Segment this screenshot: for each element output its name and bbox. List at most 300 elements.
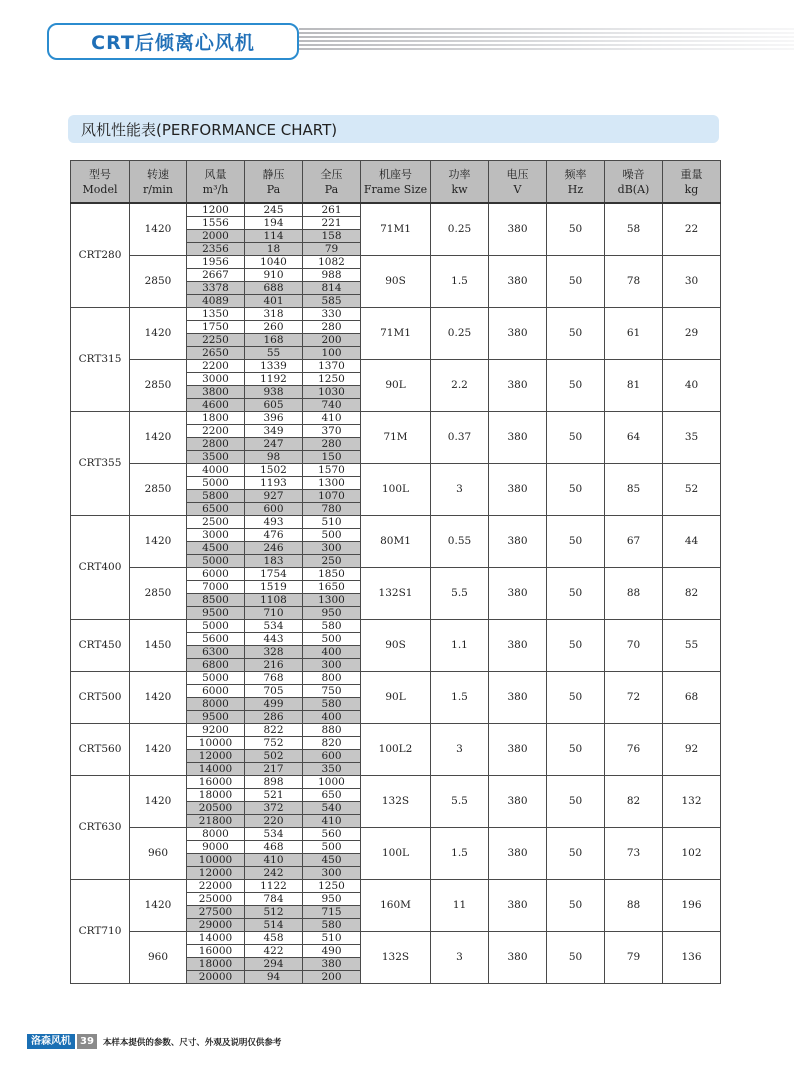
- total-pressure-cell: 200: [303, 971, 361, 984]
- total-pressure-cell: 300: [303, 542, 361, 555]
- static-pressure-cell: 194: [245, 217, 303, 230]
- total-pressure-cell: 330: [303, 308, 361, 321]
- noise-cell: 78: [605, 256, 663, 308]
- power-cell: 0.55: [431, 516, 489, 568]
- airflow-cell: 6300: [187, 646, 245, 659]
- total-pressure-cell: 280: [303, 321, 361, 334]
- static-pressure-cell: 605: [245, 399, 303, 412]
- static-pressure-cell: 514: [245, 919, 303, 932]
- column-header: 静压 Pa: [245, 161, 303, 204]
- voltage-cell: 380: [489, 776, 547, 828]
- airflow-cell: 20000: [187, 971, 245, 984]
- column-header: 全压 Pa: [303, 161, 361, 204]
- static-pressure-cell: 502: [245, 750, 303, 763]
- total-pressure-cell: 1650: [303, 581, 361, 594]
- page-title: [47, 23, 299, 60]
- total-pressure-cell: 750: [303, 685, 361, 698]
- column-header: 噪音 dB(A): [605, 161, 663, 204]
- noise-cell: 81: [605, 360, 663, 412]
- airflow-cell: 16000: [187, 776, 245, 789]
- total-pressure-cell: 158: [303, 230, 361, 243]
- column-header: 型号 Model: [71, 161, 130, 204]
- weight-cell: 132: [663, 776, 721, 828]
- power-cell: 1.5: [431, 256, 489, 308]
- static-pressure-cell: 534: [245, 620, 303, 633]
- static-pressure-cell: 784: [245, 893, 303, 906]
- voltage-cell: 380: [489, 308, 547, 360]
- total-pressure-cell: 350: [303, 763, 361, 776]
- total-pressure-cell: 490: [303, 945, 361, 958]
- static-pressure-cell: 328: [245, 646, 303, 659]
- table-row: [71, 672, 721, 685]
- frame-size-cell: 71M1: [361, 203, 431, 256]
- static-pressure-cell: 372: [245, 802, 303, 815]
- power-cell: 0.25: [431, 203, 489, 256]
- weight-cell: 44: [663, 516, 721, 568]
- frame-size-cell: 100L: [361, 828, 431, 880]
- total-pressure-cell: 580: [303, 919, 361, 932]
- airflow-cell: 2250: [187, 334, 245, 347]
- voltage-cell: 380: [489, 828, 547, 880]
- airflow-cell: 4000: [187, 464, 245, 477]
- airflow-cell: 2500: [187, 516, 245, 529]
- airflow-cell: 9200: [187, 724, 245, 737]
- airflow-cell: 2650: [187, 347, 245, 360]
- static-pressure-cell: 183: [245, 555, 303, 568]
- total-pressure-cell: 1370: [303, 360, 361, 373]
- total-pressure-cell: 250: [303, 555, 361, 568]
- static-pressure-cell: 710: [245, 607, 303, 620]
- total-pressure-cell: 150: [303, 451, 361, 464]
- frame-size-cell: 90S: [361, 256, 431, 308]
- voltage-cell: 380: [489, 412, 547, 464]
- noise-cell: 82: [605, 776, 663, 828]
- airflow-cell: 5800: [187, 490, 245, 503]
- static-pressure-cell: 1339: [245, 360, 303, 373]
- column-header: 机座号 Frame Size: [361, 161, 431, 204]
- power-cell: 2.2: [431, 360, 489, 412]
- model-cell: CRT500: [71, 672, 130, 724]
- voltage-cell: 380: [489, 203, 547, 256]
- total-pressure-cell: 410: [303, 815, 361, 828]
- static-pressure-cell: 1193: [245, 477, 303, 490]
- total-pressure-cell: 1300: [303, 594, 361, 607]
- airflow-cell: 9500: [187, 711, 245, 724]
- static-pressure-cell: 260: [245, 321, 303, 334]
- noise-cell: 76: [605, 724, 663, 776]
- static-pressure-cell: 245: [245, 203, 303, 217]
- speed-cell: 1420: [130, 516, 187, 568]
- column-header: 风量 m³/h: [187, 161, 245, 204]
- page-title-text: CRT后倾离心风机: [91, 32, 255, 54]
- total-pressure-cell: 1570: [303, 464, 361, 477]
- frequency-cell: 50: [547, 776, 605, 828]
- static-pressure-cell: 910: [245, 269, 303, 282]
- noise-cell: 72: [605, 672, 663, 724]
- total-pressure-cell: 79: [303, 243, 361, 256]
- airflow-cell: 2800: [187, 438, 245, 451]
- weight-cell: 196: [663, 880, 721, 932]
- total-pressure-cell: 1070: [303, 490, 361, 503]
- noise-cell: 70: [605, 620, 663, 672]
- weight-cell: 68: [663, 672, 721, 724]
- weight-cell: 22: [663, 203, 721, 256]
- static-pressure-cell: 217: [245, 763, 303, 776]
- airflow-cell: 12000: [187, 867, 245, 880]
- static-pressure-cell: 938: [245, 386, 303, 399]
- power-cell: 0.25: [431, 308, 489, 360]
- weight-cell: 92: [663, 724, 721, 776]
- airflow-cell: 4089: [187, 295, 245, 308]
- total-pressure-cell: 400: [303, 711, 361, 724]
- noise-cell: 88: [605, 880, 663, 932]
- airflow-cell: 5000: [187, 672, 245, 685]
- power-cell: 3: [431, 932, 489, 984]
- total-pressure-cell: 560: [303, 828, 361, 841]
- airflow-cell: 1200: [187, 203, 245, 217]
- weight-cell: 52: [663, 464, 721, 516]
- total-pressure-cell: 1250: [303, 880, 361, 893]
- frequency-cell: 50: [547, 568, 605, 620]
- weight-cell: 82: [663, 568, 721, 620]
- airflow-cell: 10000: [187, 737, 245, 750]
- airflow-cell: 8000: [187, 698, 245, 711]
- airflow-cell: 7000: [187, 581, 245, 594]
- power-cell: 3: [431, 724, 489, 776]
- airflow-cell: 6800: [187, 659, 245, 672]
- airflow-cell: 16000: [187, 945, 245, 958]
- static-pressure-cell: 410: [245, 854, 303, 867]
- frame-size-cell: 100L: [361, 464, 431, 516]
- total-pressure-cell: 580: [303, 698, 361, 711]
- airflow-cell: 8000: [187, 828, 245, 841]
- airflow-cell: 3000: [187, 373, 245, 386]
- static-pressure-cell: 216: [245, 659, 303, 672]
- static-pressure-cell: 114: [245, 230, 303, 243]
- static-pressure-cell: 294: [245, 958, 303, 971]
- model-cell: CRT710: [71, 880, 130, 984]
- table-body: [71, 203, 721, 984]
- airflow-cell: 21800: [187, 815, 245, 828]
- frame-size-cell: 132S: [361, 776, 431, 828]
- frequency-cell: 50: [547, 412, 605, 464]
- frame-size-cell: 71M: [361, 412, 431, 464]
- noise-cell: 85: [605, 464, 663, 516]
- table-row: [71, 256, 721, 269]
- static-pressure-cell: 242: [245, 867, 303, 880]
- static-pressure-cell: 476: [245, 529, 303, 542]
- total-pressure-cell: 814: [303, 282, 361, 295]
- frequency-cell: 50: [547, 620, 605, 672]
- frequency-cell: 50: [547, 880, 605, 932]
- static-pressure-cell: 512: [245, 906, 303, 919]
- airflow-cell: 10000: [187, 854, 245, 867]
- power-cell: 0.37: [431, 412, 489, 464]
- weight-cell: 136: [663, 932, 721, 984]
- frame-size-cell: 132S1: [361, 568, 431, 620]
- airflow-cell: 2200: [187, 425, 245, 438]
- static-pressure-cell: 534: [245, 828, 303, 841]
- frequency-cell: 50: [547, 360, 605, 412]
- static-pressure-cell: 493: [245, 516, 303, 529]
- total-pressure-cell: 100: [303, 347, 361, 360]
- airflow-cell: 18000: [187, 958, 245, 971]
- model-cell: CRT560: [71, 724, 130, 776]
- airflow-cell: 29000: [187, 919, 245, 932]
- column-header: 功率 kw: [431, 161, 489, 204]
- static-pressure-cell: 318: [245, 308, 303, 321]
- total-pressure-cell: 950: [303, 893, 361, 906]
- voltage-cell: 380: [489, 256, 547, 308]
- total-pressure-cell: 500: [303, 633, 361, 646]
- section-title: 风机性能表(PERFORMANCE CHART): [81, 120, 338, 139]
- airflow-cell: 2200: [187, 360, 245, 373]
- total-pressure-cell: 500: [303, 841, 361, 854]
- table-row: [71, 360, 721, 373]
- total-pressure-cell: 1082: [303, 256, 361, 269]
- static-pressure-cell: 458: [245, 932, 303, 945]
- noise-cell: 73: [605, 828, 663, 880]
- total-pressure-cell: 261: [303, 203, 361, 217]
- total-pressure-cell: 300: [303, 867, 361, 880]
- static-pressure-cell: 18: [245, 243, 303, 256]
- static-pressure-cell: 246: [245, 542, 303, 555]
- voltage-cell: 380: [489, 464, 547, 516]
- static-pressure-cell: 927: [245, 490, 303, 503]
- static-pressure-cell: 220: [245, 815, 303, 828]
- voltage-cell: 380: [489, 724, 547, 776]
- total-pressure-cell: 600: [303, 750, 361, 763]
- page-footer: [27, 1034, 281, 1049]
- frequency-cell: 50: [547, 464, 605, 516]
- static-pressure-cell: 468: [245, 841, 303, 854]
- table-header-row: [71, 161, 721, 204]
- power-cell: 1.5: [431, 672, 489, 724]
- total-pressure-cell: 650: [303, 789, 361, 802]
- total-pressure-cell: 1000: [303, 776, 361, 789]
- total-pressure-cell: 280: [303, 438, 361, 451]
- frequency-cell: 50: [547, 203, 605, 256]
- airflow-cell: 27500: [187, 906, 245, 919]
- table-row: [71, 308, 721, 321]
- total-pressure-cell: 988: [303, 269, 361, 282]
- total-pressure-cell: 950: [303, 607, 361, 620]
- footer-brand: 洛森风机: [27, 1034, 75, 1049]
- voltage-cell: 380: [489, 360, 547, 412]
- noise-cell: 61: [605, 308, 663, 360]
- frequency-cell: 50: [547, 256, 605, 308]
- airflow-cell: 2000: [187, 230, 245, 243]
- model-cell: CRT400: [71, 516, 130, 620]
- speed-cell: 1420: [130, 776, 187, 828]
- total-pressure-cell: 1300: [303, 477, 361, 490]
- frame-size-cell: 90L: [361, 360, 431, 412]
- power-cell: 1.5: [431, 828, 489, 880]
- airflow-cell: 25000: [187, 893, 245, 906]
- speed-cell: 1420: [130, 672, 187, 724]
- total-pressure-cell: 1030: [303, 386, 361, 399]
- table-row: [71, 203, 721, 217]
- table-row: [71, 828, 721, 841]
- column-header: 频率 Hz: [547, 161, 605, 204]
- speed-cell: 2850: [130, 360, 187, 412]
- power-cell: 11: [431, 880, 489, 932]
- model-cell: CRT315: [71, 308, 130, 412]
- total-pressure-cell: 780: [303, 503, 361, 516]
- static-pressure-cell: 768: [245, 672, 303, 685]
- total-pressure-cell: 880: [303, 724, 361, 737]
- model-cell: CRT355: [71, 412, 130, 516]
- static-pressure-cell: 1192: [245, 373, 303, 386]
- airflow-cell: 4600: [187, 399, 245, 412]
- airflow-cell: 3378: [187, 282, 245, 295]
- total-pressure-cell: 450: [303, 854, 361, 867]
- table-row: [71, 516, 721, 529]
- total-pressure-cell: 400: [303, 646, 361, 659]
- column-header: 重量 kg: [663, 161, 721, 204]
- airflow-cell: 5000: [187, 477, 245, 490]
- static-pressure-cell: 98: [245, 451, 303, 464]
- total-pressure-cell: 800: [303, 672, 361, 685]
- frequency-cell: 50: [547, 828, 605, 880]
- total-pressure-cell: 500: [303, 529, 361, 542]
- static-pressure-cell: 1754: [245, 568, 303, 581]
- total-pressure-cell: 370: [303, 425, 361, 438]
- static-pressure-cell: 168: [245, 334, 303, 347]
- airflow-cell: 14000: [187, 763, 245, 776]
- speed-cell: 1420: [130, 203, 187, 256]
- frequency-cell: 50: [547, 724, 605, 776]
- table-row: [71, 620, 721, 633]
- frequency-cell: 50: [547, 672, 605, 724]
- airflow-cell: 5000: [187, 620, 245, 633]
- voltage-cell: 380: [489, 620, 547, 672]
- speed-cell: 960: [130, 932, 187, 984]
- speed-cell: 1420: [130, 412, 187, 464]
- speed-cell: 1450: [130, 620, 187, 672]
- static-pressure-cell: 600: [245, 503, 303, 516]
- table-row: [71, 464, 721, 477]
- frequency-cell: 50: [547, 308, 605, 360]
- frame-size-cell: 80M1: [361, 516, 431, 568]
- airflow-cell: 6000: [187, 568, 245, 581]
- total-pressure-cell: 740: [303, 399, 361, 412]
- weight-cell: 30: [663, 256, 721, 308]
- static-pressure-cell: 1519: [245, 581, 303, 594]
- total-pressure-cell: 585: [303, 295, 361, 308]
- airflow-cell: 22000: [187, 880, 245, 893]
- frequency-cell: 50: [547, 932, 605, 984]
- footer-disclaimer: 本样本提供的参数、尺寸、外观及说明仅供参考: [102, 1037, 282, 1048]
- speed-cell: 1420: [130, 308, 187, 360]
- power-cell: 5.5: [431, 776, 489, 828]
- total-pressure-cell: 1250: [303, 373, 361, 386]
- model-cell: CRT280: [71, 203, 130, 308]
- airflow-cell: 5600: [187, 633, 245, 646]
- voltage-cell: 380: [489, 880, 547, 932]
- airflow-cell: 3000: [187, 529, 245, 542]
- static-pressure-cell: 396: [245, 412, 303, 425]
- noise-cell: 64: [605, 412, 663, 464]
- frame-size-cell: 90L: [361, 672, 431, 724]
- weight-cell: 35: [663, 412, 721, 464]
- static-pressure-cell: 521: [245, 789, 303, 802]
- airflow-cell: 18000: [187, 789, 245, 802]
- frequency-cell: 50: [547, 516, 605, 568]
- frame-size-cell: 132S: [361, 932, 431, 984]
- table-row: [71, 776, 721, 789]
- speed-cell: 1420: [130, 724, 187, 776]
- airflow-cell: 14000: [187, 932, 245, 945]
- total-pressure-cell: 200: [303, 334, 361, 347]
- power-cell: 1.1: [431, 620, 489, 672]
- static-pressure-cell: 286: [245, 711, 303, 724]
- frame-size-cell: 160M: [361, 880, 431, 932]
- table-row: [71, 932, 721, 945]
- speed-cell: 2850: [130, 568, 187, 620]
- noise-cell: 79: [605, 932, 663, 984]
- total-pressure-cell: 540: [303, 802, 361, 815]
- static-pressure-cell: 94: [245, 971, 303, 984]
- airflow-cell: 6500: [187, 503, 245, 516]
- static-pressure-cell: 898: [245, 776, 303, 789]
- section-title-band: [68, 115, 719, 143]
- static-pressure-cell: 349: [245, 425, 303, 438]
- frame-size-cell: 71M1: [361, 308, 431, 360]
- voltage-cell: 380: [489, 568, 547, 620]
- static-pressure-cell: 705: [245, 685, 303, 698]
- header-decoration-stripes: [299, 28, 794, 54]
- static-pressure-cell: 422: [245, 945, 303, 958]
- total-pressure-cell: 410: [303, 412, 361, 425]
- voltage-cell: 380: [489, 516, 547, 568]
- total-pressure-cell: 820: [303, 737, 361, 750]
- airflow-cell: 1350: [187, 308, 245, 321]
- power-cell: 3: [431, 464, 489, 516]
- table-row: [71, 880, 721, 893]
- airflow-cell: 1956: [187, 256, 245, 269]
- static-pressure-cell: 1108: [245, 594, 303, 607]
- static-pressure-cell: 752: [245, 737, 303, 750]
- speed-cell: 960: [130, 828, 187, 880]
- airflow-cell: 2667: [187, 269, 245, 282]
- table-row: [71, 568, 721, 581]
- airflow-cell: 3800: [187, 386, 245, 399]
- airflow-cell: 1556: [187, 217, 245, 230]
- model-cell: CRT630: [71, 776, 130, 880]
- total-pressure-cell: 300: [303, 659, 361, 672]
- weight-cell: 40: [663, 360, 721, 412]
- static-pressure-cell: 1502: [245, 464, 303, 477]
- airflow-cell: 3500: [187, 451, 245, 464]
- total-pressure-cell: 221: [303, 217, 361, 230]
- speed-cell: 2850: [130, 256, 187, 308]
- static-pressure-cell: 822: [245, 724, 303, 737]
- static-pressure-cell: 1122: [245, 880, 303, 893]
- airflow-cell: 9500: [187, 607, 245, 620]
- airflow-cell: 1800: [187, 412, 245, 425]
- performance-table: [70, 160, 721, 984]
- power-cell: 5.5: [431, 568, 489, 620]
- airflow-cell: 5000: [187, 555, 245, 568]
- static-pressure-cell: 247: [245, 438, 303, 451]
- noise-cell: 58: [605, 203, 663, 256]
- total-pressure-cell: 580: [303, 620, 361, 633]
- airflow-cell: 6000: [187, 685, 245, 698]
- model-cell: CRT450: [71, 620, 130, 672]
- frame-size-cell: 100L2: [361, 724, 431, 776]
- static-pressure-cell: 1040: [245, 256, 303, 269]
